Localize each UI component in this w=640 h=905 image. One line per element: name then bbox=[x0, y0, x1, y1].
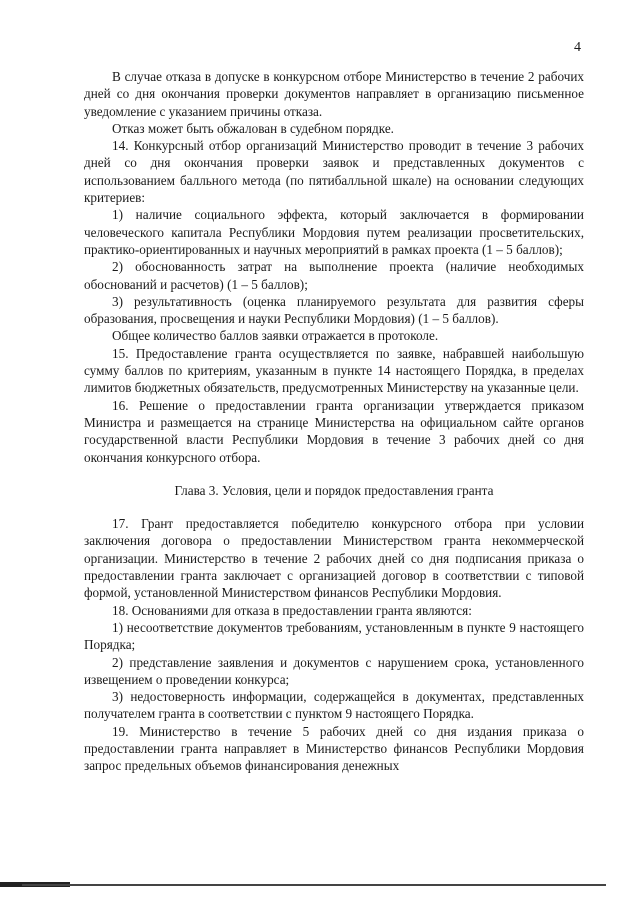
paragraph: 17. Грант предоставляется победителю конкурсного отбора при условии заключения договора о предоставлении Министерством гранта некоммерческой организации. Министерство в течение 2 рабочих дней со дня подписания приказа о предоставлении гранта заключает с организацией договор в соответствии с типовой формой, установленной Министерством финансов Республики Мордовия. bbox=[84, 516, 584, 601]
scan-bottom-line bbox=[22, 884, 606, 886]
paragraph: 19. Министерство в течение 5 рабочих дней со дня издания приказа о предоставлении гранта направляет в Министерство финансов Республики Мордовия запрос предельных объемов финансирования денежных bbox=[84, 723, 584, 774]
paragraph: Отказ может быть обжалован в судебном порядке. bbox=[112, 120, 394, 136]
page-number: 4 bbox=[574, 40, 581, 55]
paragraph: 14. Конкурсный отбор организаций Министерство проводит в течение 3 рабочих дней со дня окончания проверки заявок и представленных документов с использованием балльного метода (по пятибалльной шкале) на основании следующих критериев: bbox=[84, 138, 584, 206]
paragraph: 18. Основаниями для отказа в предоставлении гранта являются: bbox=[112, 602, 472, 618]
paragraph: В случае отказа в допуске в конкурсном отборе Министерство в течение 2 рабочих дней со дня окончания проверки документов направляет в организацию письменное уведомление с указанием причины отказа. bbox=[84, 69, 584, 119]
document-body bbox=[84, 68, 584, 775]
paragraph: Общее количество баллов заявки отражается в протоколе. bbox=[112, 328, 439, 344]
paragraph: 2) представление заявления и документов с нарушением срока, установленного извещением о проведении конкурса; bbox=[84, 654, 584, 687]
paragraph: 1) наличие социального эффекта, который заключается в формировании человеческого капитала Республики Мордовия путем реализации просветительских, практико-ориентированных и научных мероприятий в рамках проекта (1 – 5 баллов); bbox=[84, 207, 584, 257]
paragraph: 3) результативность (оценка планируемого результата для развития сферы образования, просвещения и науки Республики Мордовия) (1 – 5 баллов). bbox=[84, 293, 584, 327]
paragraph: 2) обоснованность затрат на выполнение проекта (наличие необходимых обоснований и расчетов) (1 – 5 баллов); bbox=[84, 259, 584, 292]
paragraph: 1) несоответствие документов требованиям, установленным в пункте 9 настоящего Порядка; bbox=[84, 619, 584, 653]
paragraph: 15. Предоставление гранта осуществляется по заявке, набравшей наибольшую сумму баллов по критериям, указанным в пункте 14 настоящего Порядка, в пределах лимитов бюджетных обязательств, предусмотренных Министерству на указанные цели. bbox=[84, 345, 584, 396]
chapter-title: Глава 3. Условия, цели и порядок предоставления гранта bbox=[174, 482, 494, 498]
paragraph: 16. Решение о предоставлении гранта организации утверждается приказом Министра и размещается на странице Министерства на официальном сайте органов государственной власти Республики Мордовия в течение 3 рабочих дней со дня окончания конкурсного отбора. bbox=[84, 397, 584, 465]
paragraph: 3) недостоверность информации, содержащейся в документах, представленных получателем гранта в соответствии с пунктом 9 настоящего Порядка. bbox=[84, 689, 584, 722]
